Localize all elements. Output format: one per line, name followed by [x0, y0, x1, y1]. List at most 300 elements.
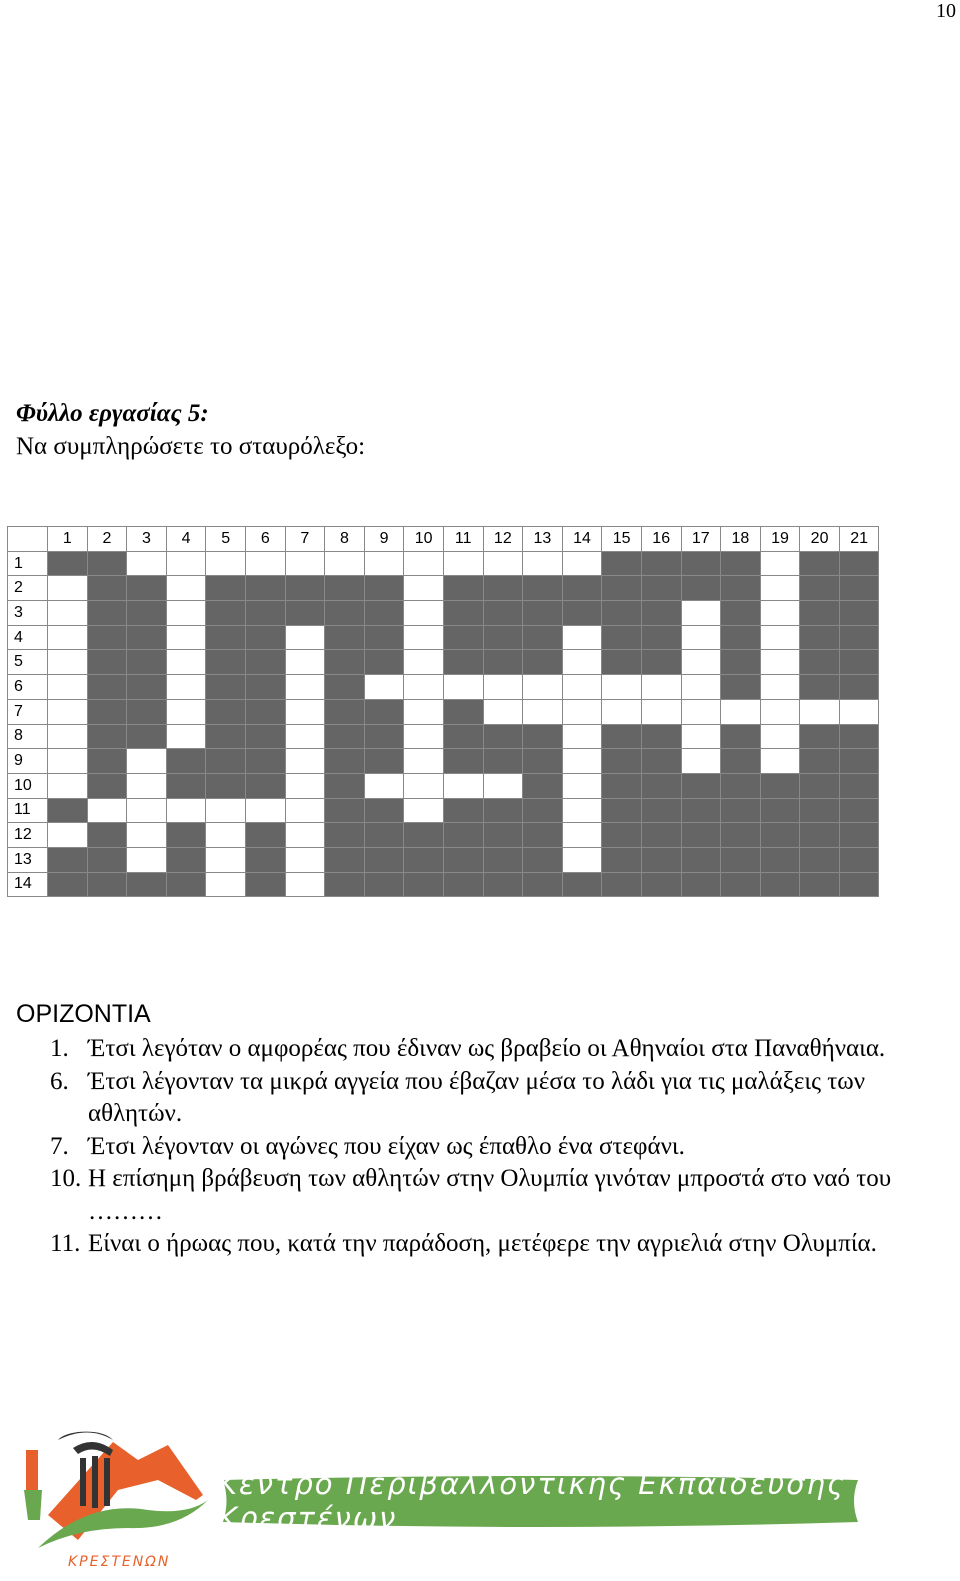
crossword-cell-filled: [48, 552, 88, 577]
crossword-cell-empty[interactable]: [127, 799, 167, 824]
crossword-cell-empty[interactable]: [682, 675, 722, 700]
crossword-cell-filled: [484, 823, 524, 848]
crossword-cell-empty[interactable]: [563, 799, 603, 824]
crossword-cell-filled: [484, 848, 524, 873]
crossword-cell-filled: [365, 700, 405, 725]
crossword-cell-filled: [246, 848, 286, 873]
crossword-cell-filled: [167, 873, 207, 898]
crossword-cell-filled: [246, 576, 286, 601]
crossword-cell-filled: [642, 749, 682, 774]
crossword-cell-filled: [88, 749, 128, 774]
clue-number: 11.: [50, 1230, 81, 1257]
crossword-cell-empty[interactable]: [404, 601, 444, 626]
clue-item: [50, 1066, 940, 1131]
crossword-cell-filled: [246, 873, 286, 898]
crossword-cell-filled: [88, 873, 128, 898]
crossword-cell-filled: [602, 799, 642, 824]
clue-number: 10.: [50, 1165, 82, 1192]
crossword-cell-filled: [840, 774, 880, 799]
crossword-cell-filled: [642, 799, 682, 824]
crossword-cell-filled: [325, 848, 365, 873]
crossword-cell-filled: [602, 552, 642, 577]
crossword-cell-filled: [246, 774, 286, 799]
crossword-cell-empty[interactable]: [404, 799, 444, 824]
crossword-cell-empty[interactable]: [761, 601, 801, 626]
crossword-cell-filled: [246, 700, 286, 725]
crossword-cell-empty[interactable]: [127, 823, 167, 848]
crossword-cell-empty[interactable]: [682, 650, 722, 675]
crossword-cell-empty[interactable]: [404, 576, 444, 601]
crossword-cell-filled: [840, 675, 880, 700]
crossword-cell-empty[interactable]: [48, 576, 88, 601]
crossword-cell-filled: [642, 725, 682, 750]
crossword-cell-filled: [800, 576, 840, 601]
column-label: 10: [404, 527, 444, 552]
crossword-cell-filled: [523, 650, 563, 675]
crossword-cell-empty[interactable]: [325, 552, 365, 577]
crossword-cell-empty[interactable]: [48, 650, 88, 675]
crossword-cell-filled: [484, 650, 524, 675]
crossword-cell-empty[interactable]: [444, 552, 484, 577]
crossword-cell-empty[interactable]: [404, 675, 444, 700]
column-label: 1: [48, 527, 88, 552]
column-label: 15: [602, 527, 642, 552]
crossword-cell-filled: [127, 675, 167, 700]
crossword-cell-filled: [484, 873, 524, 898]
crossword-cell-empty[interactable]: [602, 700, 642, 725]
crossword-cell-filled: [484, 799, 524, 824]
crossword-cell-filled: [800, 601, 840, 626]
crossword-cell-empty[interactable]: [563, 626, 603, 651]
crossword-cell-empty[interactable]: [246, 799, 286, 824]
crossword-cell-empty[interactable]: [404, 552, 444, 577]
column-label: 14: [563, 527, 603, 552]
crossword-cell-filled: [840, 873, 880, 898]
crossword-cell-filled: [523, 823, 563, 848]
crossword-cell-empty[interactable]: [48, 749, 88, 774]
crossword-cell-filled: [682, 873, 722, 898]
crossword-cell-empty[interactable]: [563, 700, 603, 725]
clue-number: 7.: [50, 1132, 69, 1160]
crossword-cell-empty[interactable]: [523, 675, 563, 700]
crossword-cell-empty[interactable]: [48, 675, 88, 700]
crossword-cell-filled: [325, 601, 365, 626]
crossword-cell-empty[interactable]: [127, 774, 167, 799]
crossword-cell-filled: [721, 601, 761, 626]
crossword-cell-empty[interactable]: [563, 848, 603, 873]
crossword-cell-filled: [800, 626, 840, 651]
crossword-cell-filled: [325, 725, 365, 750]
crossword-cell-empty[interactable]: [88, 799, 128, 824]
row-label: 7: [8, 700, 48, 725]
crossword-cell-filled: [325, 749, 365, 774]
crossword-grid: [7, 526, 879, 897]
crossword-cell-filled: [206, 650, 246, 675]
clue-list: [50, 1033, 940, 1261]
row-label: 6: [8, 675, 48, 700]
crossword-cell-filled: [325, 650, 365, 675]
crossword-cell-filled: [325, 823, 365, 848]
crossword-cell-filled: [444, 650, 484, 675]
clue-number: 6.: [50, 1067, 69, 1095]
crossword-cell-filled: [88, 675, 128, 700]
column-label: 12: [484, 527, 524, 552]
crossword-cell-empty[interactable]: [404, 749, 444, 774]
crossword-cell-filled: [246, 675, 286, 700]
crossword-cell-filled: [206, 725, 246, 750]
crossword-cell-filled: [721, 749, 761, 774]
column-label: 16: [642, 527, 682, 552]
crossword-cell-filled: [127, 725, 167, 750]
crossword-cell-empty[interactable]: [563, 823, 603, 848]
crossword-cell-empty[interactable]: [404, 700, 444, 725]
crossword-cell-empty[interactable]: [167, 725, 207, 750]
crossword-cell-filled: [840, 848, 880, 873]
row-label: 13: [8, 848, 48, 873]
crossword-cell-filled: [167, 774, 207, 799]
crossword-cell-filled: [127, 576, 167, 601]
crossword-cell-filled: [682, 774, 722, 799]
crossword-cell-filled: [721, 873, 761, 898]
row-label: 12: [8, 823, 48, 848]
crossword-cell-empty[interactable]: [563, 552, 603, 577]
crossword-cell-filled: [721, 725, 761, 750]
crossword-cell-filled: [602, 749, 642, 774]
crossword-cell-filled: [325, 700, 365, 725]
crossword-cell-empty[interactable]: [127, 848, 167, 873]
crossword-cell-empty[interactable]: [761, 626, 801, 651]
row-label: 4: [8, 626, 48, 651]
crossword-cell-filled: [523, 601, 563, 626]
crossword-cell-filled: [484, 749, 524, 774]
crossword-cell-filled: [642, 650, 682, 675]
crossword-cell-filled: [840, 601, 880, 626]
crossword-cell-empty[interactable]: [721, 700, 761, 725]
crossword-cell-empty[interactable]: [682, 700, 722, 725]
crossword-cell-empty[interactable]: [286, 823, 326, 848]
crossword-cell-empty[interactable]: [484, 700, 524, 725]
crossword-cell-filled: [682, 848, 722, 873]
crossword-cell-filled: [523, 774, 563, 799]
crossword-cell-filled: [602, 626, 642, 651]
crossword-cell-filled: [721, 552, 761, 577]
crossword-cell-filled: [444, 601, 484, 626]
crossword-cell-empty[interactable]: [167, 799, 207, 824]
crossword-cell-empty[interactable]: [761, 725, 801, 750]
crossword-cell-filled: [167, 749, 207, 774]
crossword-cell-empty[interactable]: [127, 749, 167, 774]
crossword-cell-filled: [365, 725, 405, 750]
crossword-cell-empty[interactable]: [404, 626, 444, 651]
clue-item: [50, 1163, 940, 1228]
clue-text: Η επίσημη βράβευση των αθλητών στην Ολυμπία γινόταν μπροστά στο ναό του ………: [88, 1165, 892, 1225]
crossword-cell-filled: [365, 749, 405, 774]
worksheet-instruction: Να συμπληρώσετε το σταυρόλεξο:: [16, 433, 366, 460]
crossword-cell-filled: [761, 848, 801, 873]
crossword-cell-empty[interactable]: [167, 650, 207, 675]
crossword-cell-filled: [404, 848, 444, 873]
crossword-cell-empty[interactable]: [761, 749, 801, 774]
crossword-cell-filled: [88, 700, 128, 725]
crossword-cell-filled: [206, 576, 246, 601]
crossword-cell-empty[interactable]: [484, 552, 524, 577]
crossword-cell-filled: [127, 873, 167, 898]
crossword-cell-filled: [444, 873, 484, 898]
crossword-cell-filled: [761, 799, 801, 824]
crossword-cell-filled: [602, 601, 642, 626]
crossword-cell-filled: [642, 626, 682, 651]
crossword-cell-filled: [840, 799, 880, 824]
crossword-cell-filled: [206, 774, 246, 799]
crossword-cell-filled: [721, 799, 761, 824]
crossword-cell-filled: [404, 873, 444, 898]
crossword-cell-filled: [602, 725, 642, 750]
crossword-cell-empty[interactable]: [563, 749, 603, 774]
crossword-cell-filled: [246, 601, 286, 626]
crossword-cell-filled: [682, 799, 722, 824]
crossword-cell-empty[interactable]: [404, 650, 444, 675]
crossword-cell-filled: [484, 601, 524, 626]
crossword-cell-filled: [563, 601, 603, 626]
crossword-cell-empty[interactable]: [484, 675, 524, 700]
crossword-cell-empty[interactable]: [286, 725, 326, 750]
crossword-cell-filled: [325, 873, 365, 898]
crossword-cell-filled: [444, 725, 484, 750]
crossword-cell-filled: [444, 749, 484, 774]
crossword-cell-filled: [642, 601, 682, 626]
crossword-cell-filled: [642, 552, 682, 577]
crossword-cell-empty[interactable]: [404, 774, 444, 799]
crossword-cell-filled: [523, 725, 563, 750]
clues-heading: ΟΡΙΖΟΝΤΙΑ: [16, 1000, 151, 1028]
crossword-cell-empty[interactable]: [800, 700, 840, 725]
crossword-cell-empty[interactable]: [167, 576, 207, 601]
crossword-cell-empty[interactable]: [48, 700, 88, 725]
crossword-cell-empty[interactable]: [682, 749, 722, 774]
crossword-cell-empty[interactable]: [206, 848, 246, 873]
crossword-cell-filled: [523, 799, 563, 824]
logo-emblem: [18, 1420, 213, 1570]
crossword-cell-empty[interactable]: [761, 650, 801, 675]
crossword-cell-empty[interactable]: [206, 873, 246, 898]
crossword-cell-empty[interactable]: [206, 823, 246, 848]
page-number: 10: [936, 0, 956, 22]
crossword-cell-empty[interactable]: [48, 823, 88, 848]
crossword-cell-empty[interactable]: [286, 552, 326, 577]
column-label: 18: [721, 527, 761, 552]
column-label: 6: [246, 527, 286, 552]
crossword-cell-filled: [523, 848, 563, 873]
crossword-cell-filled: [721, 675, 761, 700]
crossword-cell-filled: [48, 873, 88, 898]
crossword-cell-empty[interactable]: [563, 675, 603, 700]
crossword-cell-empty[interactable]: [444, 774, 484, 799]
crossword-cell-filled: [206, 700, 246, 725]
crossword-cell-filled: [325, 576, 365, 601]
row-label: 1: [8, 552, 48, 577]
crossword-cell-empty[interactable]: [286, 700, 326, 725]
crossword-cell-filled: [602, 650, 642, 675]
crossword-cell-empty[interactable]: [484, 774, 524, 799]
crossword-cell-filled: [800, 823, 840, 848]
crossword-cell-filled: [682, 552, 722, 577]
crossword-cell-empty[interactable]: [563, 774, 603, 799]
clue-number: 1.: [50, 1035, 69, 1062]
crossword-cell-filled: [840, 725, 880, 750]
crossword-cell-empty[interactable]: [167, 700, 207, 725]
crossword-cell-filled: [206, 749, 246, 774]
crossword-cell-filled: [444, 848, 484, 873]
crossword-cell-empty[interactable]: [642, 675, 682, 700]
crossword-cell-empty[interactable]: [286, 675, 326, 700]
grid-corner: [8, 527, 48, 552]
crossword-cell-filled: [840, 749, 880, 774]
crossword-cell-empty[interactable]: [48, 601, 88, 626]
clue-item: [50, 1228, 940, 1261]
crossword-cell-filled: [523, 749, 563, 774]
clue-text: Είναι ο ήρωας που, κατά την παράδοση, μετέφερε την αγριελιά στην Ολυμπία.: [88, 1230, 877, 1257]
crossword-cell-filled: [721, 823, 761, 848]
crossword-cell-filled: [563, 576, 603, 601]
crossword-cell-empty[interactable]: [761, 552, 801, 577]
crossword-cell-empty[interactable]: [286, 873, 326, 898]
crossword-cell-empty[interactable]: [682, 601, 722, 626]
crossword-cell-empty[interactable]: [761, 700, 801, 725]
crossword-cell-filled: [246, 626, 286, 651]
crossword-cell-empty[interactable]: [48, 774, 88, 799]
crossword-cell-filled: [404, 823, 444, 848]
crossword-cell-filled: [365, 848, 405, 873]
crossword-cell-empty[interactable]: [365, 675, 405, 700]
crossword-cell-filled: [721, 650, 761, 675]
clue-text: Έτσι λεγόταν ο αμφορέας που έδιναν ως βραβείο οι Αθηναίοι στα Παναθήναια.: [88, 1035, 886, 1062]
crossword-cell-empty[interactable]: [206, 799, 246, 824]
crossword-cell-filled: [88, 725, 128, 750]
crossword-cell-filled: [761, 774, 801, 799]
crossword-cell-empty[interactable]: [167, 601, 207, 626]
crossword-cell-empty[interactable]: [167, 626, 207, 651]
row-label: 8: [8, 725, 48, 750]
crossword-cell-empty[interactable]: [365, 552, 405, 577]
crossword-cell-empty[interactable]: [286, 848, 326, 873]
crossword-cell-empty[interactable]: [167, 552, 207, 577]
column-label: 2: [88, 527, 128, 552]
crossword-cell-filled: [325, 675, 365, 700]
crossword-cell-filled: [365, 626, 405, 651]
crossword-cell-empty[interactable]: [840, 700, 880, 725]
crossword-cell-filled: [840, 823, 880, 848]
crossword-cell-filled: [840, 552, 880, 577]
crossword-cell-empty[interactable]: [642, 700, 682, 725]
crossword-cell-empty[interactable]: [206, 552, 246, 577]
crossword-cell-filled: [88, 848, 128, 873]
column-label: 9: [365, 527, 405, 552]
crossword-cell-filled: [48, 848, 88, 873]
crossword-cell-empty[interactable]: [563, 725, 603, 750]
crossword-cell-empty[interactable]: [127, 552, 167, 577]
crossword-cell-filled: [602, 823, 642, 848]
clue-item: [50, 1131, 940, 1164]
logo-emblem-text: ΚΡΕΣΤΕΝΩΝ: [68, 1554, 171, 1570]
crossword-cell-filled: [800, 848, 840, 873]
crossword-cell-filled: [602, 873, 642, 898]
crossword-cell-empty[interactable]: [404, 725, 444, 750]
crossword-cell-empty[interactable]: [48, 626, 88, 651]
crossword-cell-empty[interactable]: [682, 725, 722, 750]
crossword-cell-filled: [602, 774, 642, 799]
crossword-cell-filled: [721, 848, 761, 873]
crossword-cell-filled: [167, 823, 207, 848]
crossword-cell-filled: [800, 774, 840, 799]
crossword-cell-empty[interactable]: [523, 552, 563, 577]
crossword-cell-filled: [682, 576, 722, 601]
crossword-cell-filled: [444, 576, 484, 601]
crossword-cell-filled: [325, 626, 365, 651]
crossword-cell-filled: [642, 848, 682, 873]
crossword-cell-filled: [127, 650, 167, 675]
crossword-cell-filled: [127, 700, 167, 725]
crossword-cell-empty[interactable]: [761, 675, 801, 700]
crossword-cell-filled: [88, 626, 128, 651]
crossword-cell-empty[interactable]: [444, 675, 484, 700]
crossword-cell-empty[interactable]: [602, 675, 642, 700]
crossword-cell-empty[interactable]: [286, 749, 326, 774]
logo-emblem-icon: [18, 1420, 213, 1570]
crossword-cell-empty[interactable]: [523, 700, 563, 725]
crossword-cell-filled: [88, 823, 128, 848]
clue-text: Έτσι λέγονταν τα μικρά αγγεία που έβαζαν μέσα το λάδι για τις μαλάξεις των αθλητών.: [88, 1067, 866, 1127]
crossword-cell-filled: [246, 650, 286, 675]
crossword-cell-filled: [800, 725, 840, 750]
row-label: 2: [8, 576, 48, 601]
crossword-cell-empty[interactable]: [365, 774, 405, 799]
crossword-cell-filled: [365, 601, 405, 626]
crossword-cell-filled: [484, 725, 524, 750]
crossword-cell-filled: [206, 675, 246, 700]
crossword-cell-filled: [127, 626, 167, 651]
logo-banner-text: Κέντρο Περιβαλλοντικής Εκπαίδευσης Κρεστένων: [218, 1467, 847, 1535]
crossword-cell-filled: [286, 601, 326, 626]
row-label: 11: [8, 799, 48, 824]
crossword-cell-filled: [365, 823, 405, 848]
crossword-cell-filled: [444, 799, 484, 824]
crossword-cell-empty[interactable]: [286, 799, 326, 824]
crossword-cell-filled: [840, 626, 880, 651]
crossword-cell-filled: [642, 576, 682, 601]
crossword-cell-empty[interactable]: [286, 774, 326, 799]
crossword-cell-empty[interactable]: [563, 650, 603, 675]
crossword-cell-empty[interactable]: [286, 626, 326, 651]
clue-item: [50, 1033, 940, 1066]
crossword-cell-empty[interactable]: [246, 552, 286, 577]
crossword-cell-filled: [88, 650, 128, 675]
crossword-cell-empty[interactable]: [167, 675, 207, 700]
crossword-cell-filled: [365, 873, 405, 898]
column-label: 7: [286, 527, 326, 552]
crossword-cell-empty[interactable]: [761, 576, 801, 601]
crossword-cell-filled: [484, 576, 524, 601]
crossword-cell-filled: [761, 873, 801, 898]
crossword-cell-filled: [800, 650, 840, 675]
crossword-cell-empty[interactable]: [48, 725, 88, 750]
column-label: 11: [444, 527, 484, 552]
crossword-cell-filled: [523, 576, 563, 601]
crossword-cell-empty[interactable]: [286, 650, 326, 675]
crossword-cell-filled: [325, 799, 365, 824]
column-label: 17: [682, 527, 722, 552]
crossword-cell-filled: [365, 650, 405, 675]
crossword-cell-empty[interactable]: [682, 626, 722, 651]
